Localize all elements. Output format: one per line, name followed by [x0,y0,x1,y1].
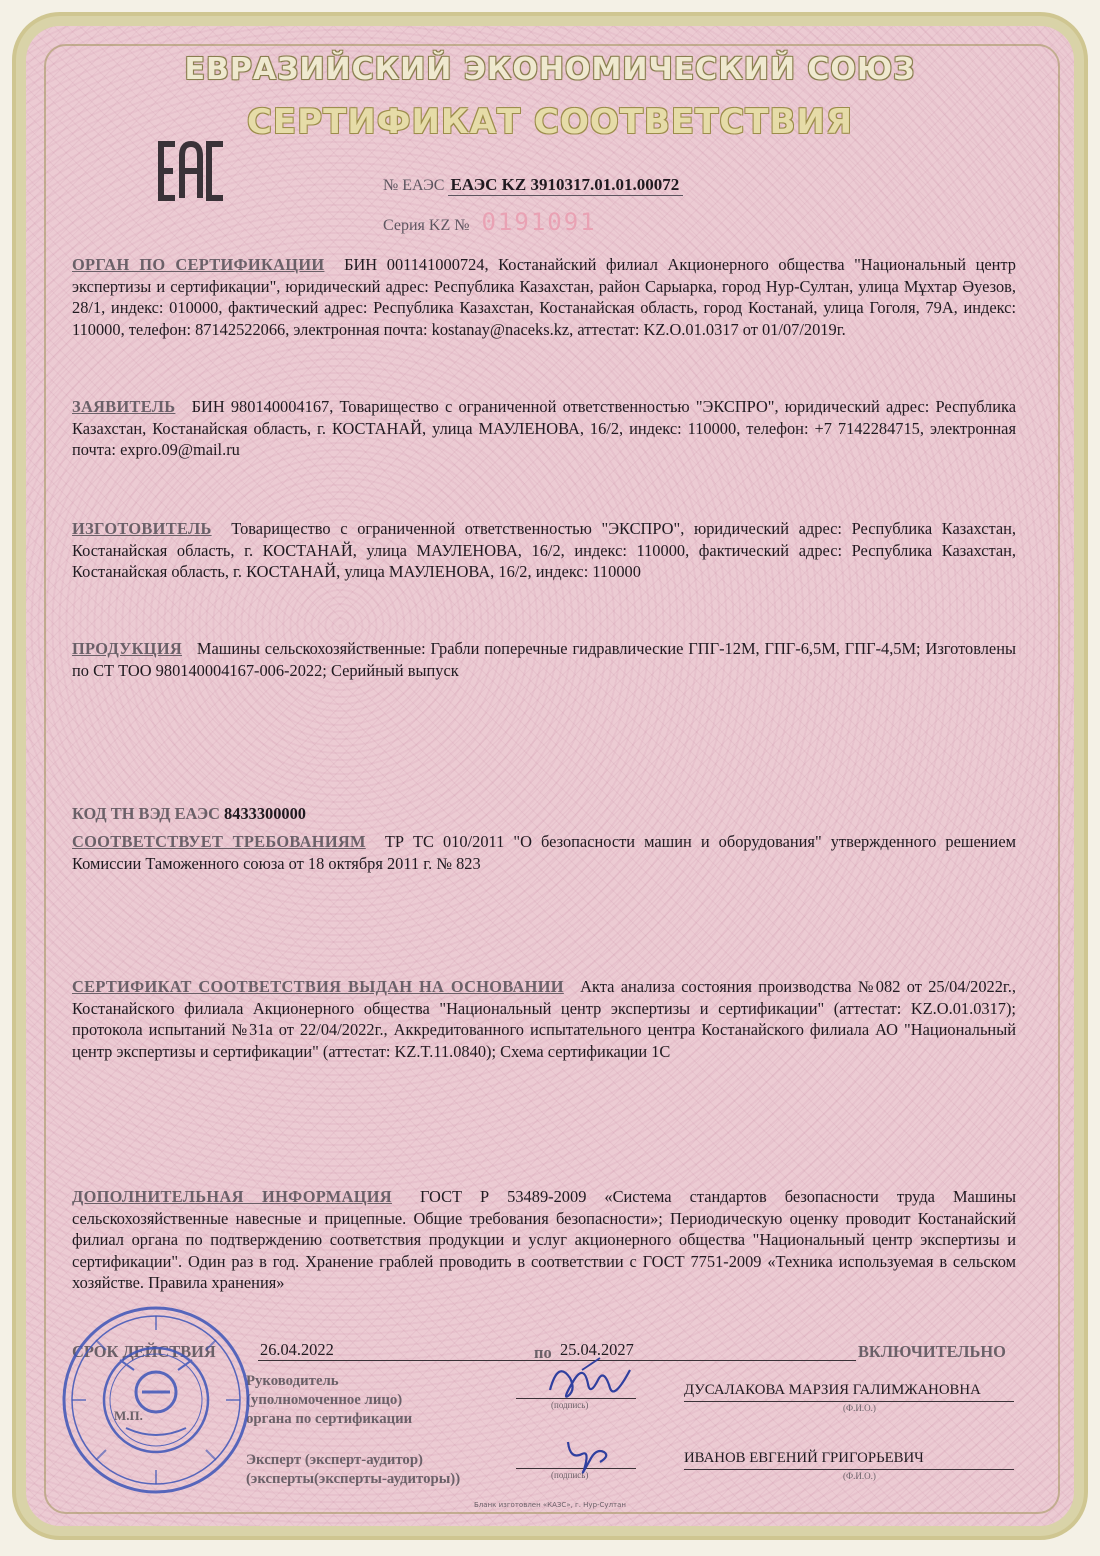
head-name: ДУСАЛАКОВА МАРЗИЯ ГАЛИМЖАНОВНА [684,1382,981,1398]
certificate-number-label: № ЕАЭС [383,177,445,194]
section-text: БИН 001141000724, Костанайский филиал Акционерного общества "Национальный центр экспертизы и сертификации", юридический адрес: Республика Казахстан, район Сарыарка, город Нур-Султан, улица Мұхтар Әуезов, 28/1, индекс: 010000, фактический адрес: Республика Казахстан, Костанайская область, город Костанай, улица Гоголя, 79А, индекс: 110000, телефон: 87142522066, электронная почта: kostanay@naceks.kz, аттестат: KZ.O.01.0317 от 01/07/2019г. [72,255,1016,339]
validity-from: 26.04.2022 [258,1340,600,1361]
expert-signature-caption: (подпись) [551,1470,589,1480]
section-heading: ИЗГОТОВИТЕЛЬ [72,519,212,538]
section-basis [72,976,1016,1062]
document-title: СЕРТИФИКАТ СООТВЕТСТВИЯ [246,102,854,142]
head-signatory-label: Руководитель (уполномоченное лицо) органа по сертификации [246,1373,413,1427]
section-heading: ПРОДУКЦИЯ [72,639,183,658]
section-text: ТР ТС 010/2011 "О безопасности машин и оборудования" утвержденного решением Комиссии Таможенного союза от 18 октября 2011 г. № 823 [72,832,1016,873]
series-label: Серия KZ № [383,217,470,234]
expert-signature-icon [560,1430,620,1480]
head-signature-caption: (подпись) [551,1400,589,1410]
section-text: Товарищество с ограниченной ответственностью "ЭКСПРО", юридический адрес: Республика Казахстан, Костанайская область, г. КОСТАНАЙ, улица МАУЛЕНОВА, 16/2, индекс: 110000, фактический адрес: Республика Казахстан, Костанайская область, г. КОСТАНАЙ, улица МАУЛЕНОВА, 16/2, индекс: 110000 [72,519,1016,581]
expert-fio-caption: (Ф.И.О.) [843,1471,876,1481]
section-code [72,804,306,824]
section-heading: СООТВЕТСТВУЕТ ТРЕБОВАНИЯМ [72,832,366,851]
seal-place-mark: М.П. [114,1408,143,1423]
union-title: ЕВРАЗИЙСКИЙ ЭКОНОМИЧЕСКИЙ СОЮЗ [184,52,916,87]
eac-logo-icon [157,140,227,202]
certificate-number-value: ЕАЭС KZ 3910317.01.01.00072 [448,175,683,196]
section-text: ГОСТ Р 53489-2009 «Система стандартов безопасности труда Машины сельскохозяйственные навесные и прицепные. Общие требования безопасности»; Периодическую оценку проводит Костанайский филиал органа по подтверждению соответствия продукции и услуг акционерного общества "Национальный центр экспертизы и сертификации". Один раз в год. Хранение граблей проводить в соответствии с ГОСТ 7751-2009 «Техника используемая в сельском хозяйстве. Правила хранения» [72,1187,1017,1292]
section-text: Акта анализа состояния производства №082 от 25/04/2022г., Костанайского филиала Акционерного общества "Национальный центр экспертизы и сертификации" (аттестат: KZ.O.01.0317); протокола испытаний №31а от 22/04/2022г., Аккредитованного испытательного центра Костанайского филиала АО "Национальный центр экспертизы и сертификации" (аттестат: KZ.T.11.0840); Схема сертификации 1С [72,977,1016,1061]
head-name-line [684,1401,1014,1402]
section-heading: СЕРТИФИКАТ СООТВЕТСТВИЯ ВЫДАН НА ОСНОВАНИИ [72,977,564,996]
section-heading: ЗАЯВИТЕЛЬ [72,397,176,416]
expert-signatory-label: Эксперт (эксперт-аудитор) (эксперты(эксперты-аудиторы)) [246,1452,461,1487]
expert-name: ИВАНОВ ЕВГЕНИЙ ГРИГОРЬЕВИЧ [684,1450,924,1466]
expert-name-line [684,1469,1014,1470]
section-product [72,638,1016,681]
section-text: Машины сельскохозяйственные: Грабли поперечные гидравлические ГПГ-12М, ГПГ-6,5М, ГПГ-4,5М; Изготовлены по СТ ТОО 980140004167-006-2022; Серийный выпуск [72,639,1016,680]
validity-inclusive: ВКЛЮЧИТЕЛЬНО [858,1342,1006,1361]
validity-to: 25.04.2027 [558,1340,856,1361]
section-requirements [72,831,1016,874]
section-heading: ОРГАН ПО СЕРТИФИКАЦИИ [72,255,325,274]
head-fio-caption: (Ф.И.О.) [843,1403,876,1413]
series-value: 0191091 [481,208,597,236]
certificate-number [383,175,683,195]
organization-seal-icon [56,1300,256,1500]
section-text: БИН 980140004167, Товарищество с ограниченной ответственностью "ЭКСПРО", юридический адрес: Республика Казахстан, Костанайская область, г. КОСТАНАЙ, улица МАУЛЕНОВА, 16/2, индекс: 110000, телефон: +7 7142284715, электронная почта: expro.09@mail.ru [72,397,1016,459]
section-manufacturer [72,518,1016,583]
code-heading: КОД ТН ВЭД ЕАЭС [72,804,220,823]
section-heading: ДОПОЛНИТЕЛЬНАЯ ИНФОРМАЦИЯ [72,1187,392,1206]
section-applicant [72,396,1016,461]
validity-heading: СРОК ДЕЙСТВИЯ [72,1342,216,1361]
blank-footer-note: Бланк изготовлен «КАЗС», г. Нур-Султан [474,1501,626,1509]
head-signature-icon [540,1350,640,1410]
code-value: 8433300000 [224,804,306,823]
section-certification-body [72,254,1016,340]
section-additional-info [72,1186,1016,1294]
validity-to-label: по [534,1343,552,1362]
certificate-series [383,208,597,236]
